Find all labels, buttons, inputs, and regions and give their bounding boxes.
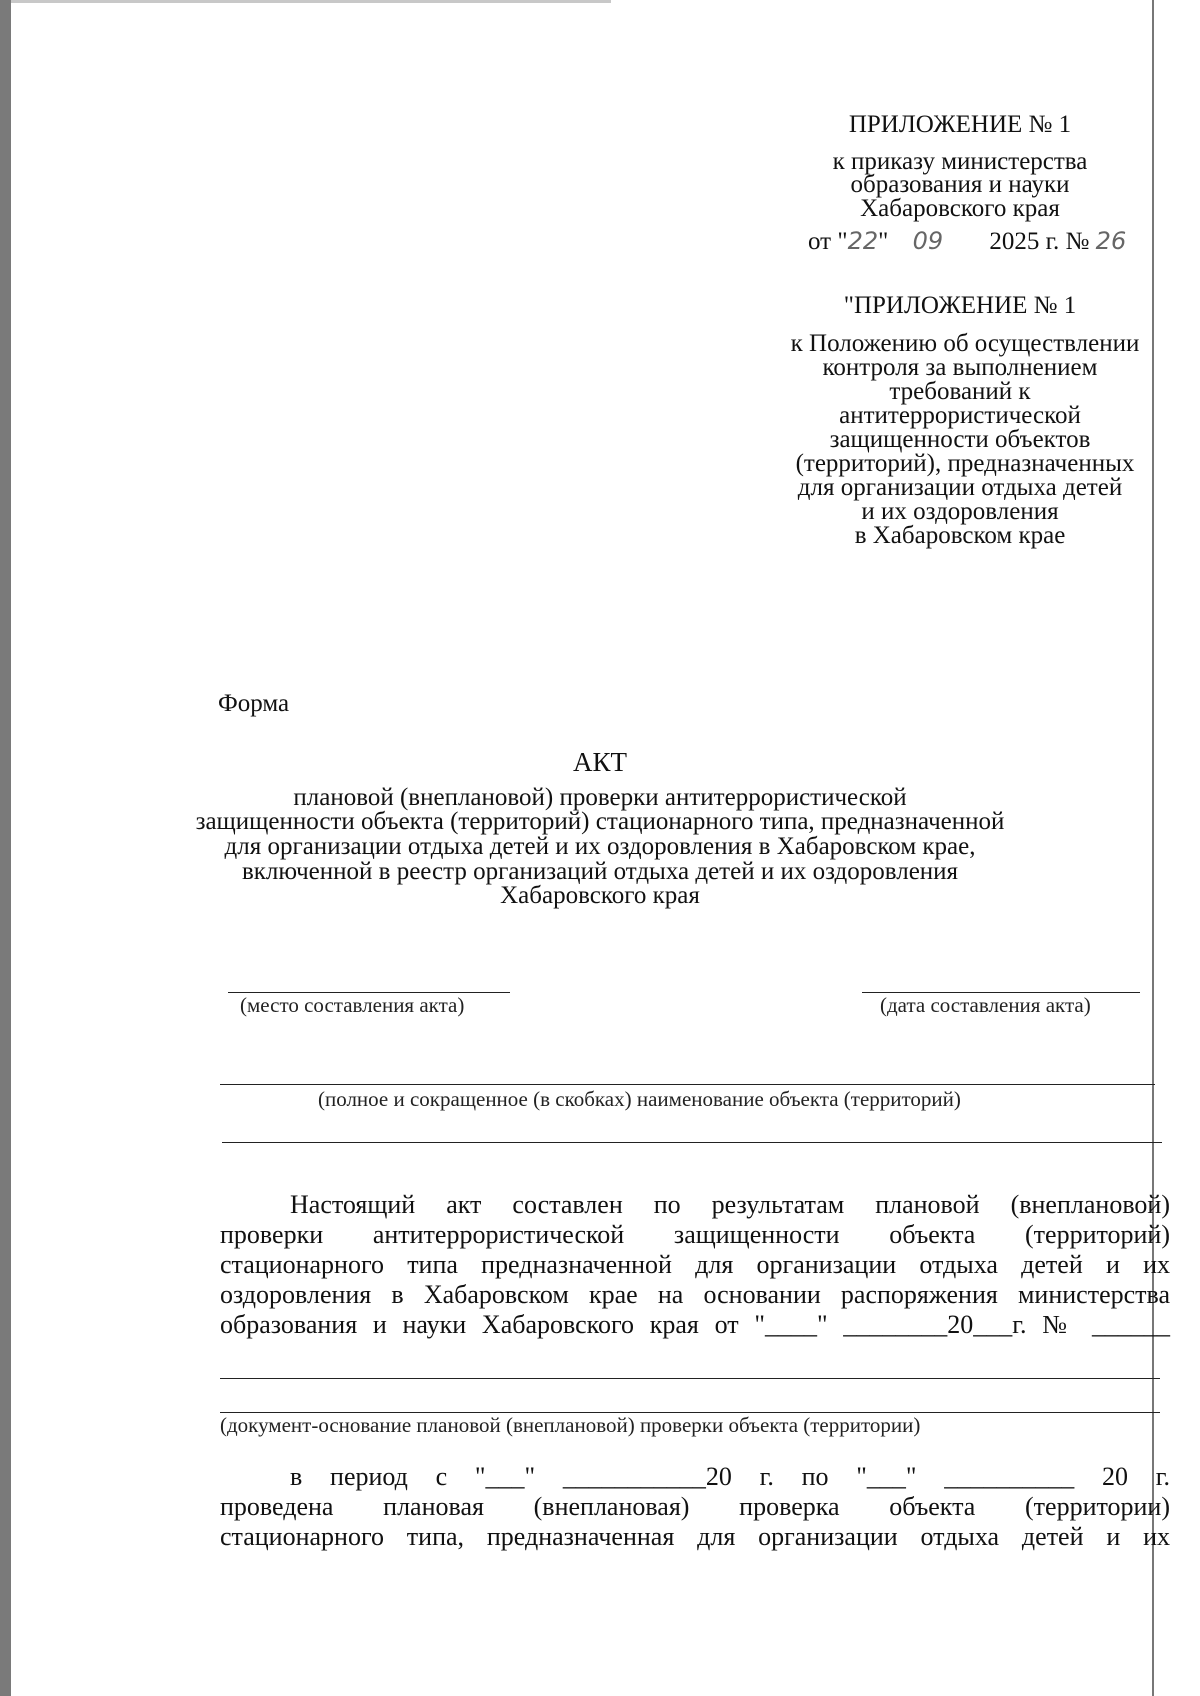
para1-line-5: образования и науки Хабаровского края от "____" ________20___г. № ______ (220, 1310, 1170, 1339)
act-title: АКТ (573, 747, 627, 777)
scan-top-edge (11, 0, 611, 3)
body-paragraph-1 (220, 1190, 1170, 1340)
date-year: 2025 г. № (989, 228, 1090, 255)
handwritten-month: 09 (912, 227, 944, 255)
para1-line-3: стационарного типа предназначенной для организации отдыха детей и их (220, 1250, 1170, 1279)
regulation-ref-line-3: требований к (889, 378, 1031, 405)
regulation-ref-line-9: в Хабаровском крае (854, 522, 1066, 549)
handwritten-day: 22 (847, 227, 879, 255)
order-date-line (808, 229, 1168, 254)
place-caption: (место составления акта) (240, 993, 465, 1017)
handwritten-number: 26 (1095, 227, 1127, 255)
date-prefix: от " (808, 228, 848, 255)
basis-line-1 (220, 1378, 1160, 1379)
act-subtitle-line-5: Хабаровского края (500, 882, 700, 909)
regulation-ref-line-7: для организации отдыха детей (797, 474, 1123, 501)
order-ref-line-3: Хабаровского края (860, 195, 1060, 222)
regulation-ref-line-6: (территорий), предназначенных (795, 450, 1135, 477)
act-subtitle-line-4: включенной в реестр организаций отдыха детей и их оздоровления (241, 858, 959, 885)
act-subtitle-line-1: плановой (внеплановой) проверки антитеррористической (293, 784, 907, 811)
date-quote: " (878, 228, 889, 255)
regulation-ref-line-8: и их оздоровления (861, 498, 1059, 525)
body-paragraph-2 (220, 1462, 1170, 1552)
act-subtitle-line-3: для организации отдыха детей и их оздоровления в Хабаровском крае, (224, 833, 976, 860)
para2-line-2: проведена плановая (внеплановая) проверка объекта (территории) (220, 1492, 1170, 1521)
form-label: Форма (218, 690, 290, 717)
regulation-ref-line-1: к Положению об осуществлении (790, 330, 1140, 357)
order-ref-line-1: к приказу министерства (832, 148, 1088, 175)
act-subtitle-line-2: защищенности объекта (территорий) стационарного типа, предназначенной (195, 808, 1005, 835)
para2-line-3: стационарного типа, предназначенная для организации отдыха детей и их (220, 1522, 1170, 1551)
para1-line-1: Настоящий акт составлен по результатам плановой (внеплановой) (290, 1190, 1170, 1219)
appendix-1-title: ПРИЛОЖЕНИЕ № 1 (848, 111, 1072, 138)
appendix-2-title: "ПРИЛОЖЕНИЕ № 1 (843, 292, 1077, 319)
order-ref-line-2: образования и науки (850, 171, 1070, 198)
basis-caption: (документ-основание плановой (внеплановой) проверки объекта (территории) (220, 1413, 921, 1437)
para1-line-4: оздоровления в Хабаровском крае на основании распоряжения министерства (220, 1280, 1170, 1309)
regulation-ref-line-5: защищенности объектов (829, 426, 1091, 453)
object-name-line-2 (222, 1142, 1162, 1143)
regulation-ref-line-2: контроля за выполнением (822, 354, 1098, 381)
regulation-ref-line-4: антитеррористической (839, 402, 1081, 429)
date-caption: (дата составления акта) (880, 993, 1091, 1017)
object-name-caption: (полное и сокращенное (в скобках) наименование объекта (территорий) (318, 1087, 961, 1111)
para2-line-1: в период с "___" ___________20 г. по "___" __________ 20 г. (290, 1462, 1170, 1491)
para1-line-2: проверки антитеррористической защищенности объекта (территорий) (220, 1220, 1170, 1249)
object-name-line (220, 1084, 1155, 1085)
